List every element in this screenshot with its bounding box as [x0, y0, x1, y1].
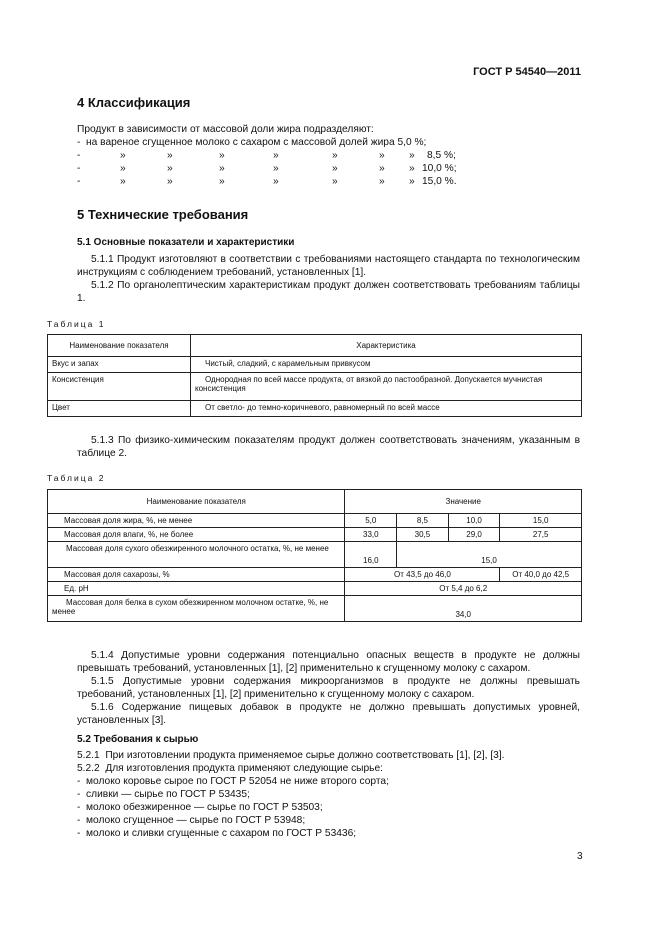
table-cell: 15,0	[397, 542, 582, 568]
paragraph-5-1-3: 5.1.3 По физико-химическим показателям продукт должен соответствовать значениям, указанным в таблице 2.	[77, 435, 580, 459]
table-cell: Массовая доля влаги, %, не более	[48, 528, 345, 542]
table-header-cell: Наименование показателя	[48, 490, 345, 514]
section-4-title: 4 Классификация	[77, 95, 191, 110]
table-cell: От 5,4 до 6,2	[345, 582, 582, 596]
table-cell: Однородная по всей массе продукта, от вязкой до пастообразной. Допускается мучнистая консистенция	[191, 373, 582, 401]
paragraph-5-1-5: 5.1.5 Допустимые уровни содержания микроорганизмов в продукте не должны превышать требований, установленных [1], [2] применительно к сгущенному молоку с сахаром.	[77, 676, 580, 700]
table-cell: Консистенция	[48, 373, 191, 401]
paragraph-5-1-6: 5.1.6 Содержание пищевых добавок в продукте не должно превышать допустимых уровней, установленных [3].	[77, 702, 580, 726]
table-cell: От 40,0 до 42,5	[500, 568, 582, 582]
table-cell: Чистый, сладкий, с карамельным привкусом	[191, 357, 582, 373]
list-item: - сливки — сырье по ГОСТ Р 53435;	[77, 789, 250, 800]
table-cell: 27,5	[500, 528, 582, 542]
table-cell: 5,0	[345, 514, 397, 528]
list-item: - молоко сгущенное — сырье по ГОСТ Р 53948;	[77, 815, 306, 826]
paragraph-5-1-4: 5.1.4 Допустимые уровни содержания потенциально опасных веществ в продукте не должны превышать требований, установленных [1], [2] применительно к сгущенному молоку с сахаром.	[77, 650, 580, 674]
section-5-title: 5 Технические требования	[77, 207, 249, 222]
table-cell: Массовая доля сахарозы, %	[48, 568, 345, 582]
table-cell: От светло- до темно-коричневого, равномерный по всей массе	[191, 401, 582, 417]
classification-row: - » » » » » » » 8,5 %;	[77, 150, 456, 161]
list-item: - молоко и сливки сгущенные с сахаром по ГОСТ Р 53436;	[77, 828, 357, 839]
table-cell: Цвет	[48, 401, 191, 417]
section-4-first-item: - на вареное сгущенное молоко с сахаром с массовой долей жира 5,0 %;	[77, 137, 427, 148]
table-cell: От 43,5 до 46,0	[345, 568, 500, 582]
subsection-5-2-title: 5.2 Требования к сырью	[77, 734, 199, 745]
table-header-cell: Характеристика	[191, 335, 582, 357]
table-cell: Массовая доля сухого обезжиренного молочного остатка, %, не менее	[48, 542, 345, 568]
paragraph-5-1-2: 5.1.2 По органолептическим характеристикам продукт должен соответствовать требованиям таблицы 1.	[77, 280, 580, 304]
table-1-caption: Таблица 1	[47, 319, 106, 329]
table-cell: 10,0	[448, 514, 500, 528]
classification-row: - » » » » » » » 15,0 %.	[77, 176, 457, 187]
table-cell: Массовая доля жира, %, не менее	[48, 514, 345, 528]
table-header-cell: Значение	[345, 490, 582, 514]
subsection-5-1-title: 5.1 Основные показатели и характеристики	[77, 237, 295, 248]
paragraph-5-2-2: 5.2.2 Для изготовления продукта применяют следующие сырье:	[77, 763, 383, 774]
table-header-cell: Наименование показателя	[48, 335, 191, 357]
paragraph-5-1-1: 5.1.1 Продукт изготовляют в соответствии с требованиями настоящего стандарта по технологическим инструкциям с соблюдением требований, установленных [1].	[77, 254, 580, 278]
table-cell: Массовая доля белка в сухом обезжиренном молочном остатке, %, не менее	[48, 596, 345, 622]
section-4-intro: Продукт в зависимости от массовой доли жира подразделяют:	[77, 124, 374, 135]
table-cell: Вкус и запах	[48, 357, 191, 373]
table-cell: 33,0	[345, 528, 397, 542]
list-item: - молоко обезжиренное — сырье по ГОСТ Р 53503;	[77, 802, 323, 813]
table-cell: 15,0	[500, 514, 582, 528]
list-item: - молоко коровье сырое по ГОСТ Р 52054 не ниже второго сорта;	[77, 776, 389, 787]
paragraph-5-2-1: 5.2.1 При изготовлении продукта применяемое сырье должно соответствовать [1], [2], [3].	[77, 750, 505, 761]
document-header: ГОСТ Р 54540—2011	[473, 66, 581, 78]
table-cell: 8,5	[397, 514, 449, 528]
table-cell: 29,0	[448, 528, 500, 542]
page-number: 3	[577, 851, 583, 862]
table-cell: 30,5	[397, 528, 449, 542]
classification-row: - » » » » » » » 10,0 %;	[77, 163, 457, 174]
table-cell: 34,0	[345, 596, 582, 622]
table-cell: 16,0	[345, 542, 397, 568]
table-cell: Ед. pH	[48, 582, 345, 596]
table-2-caption: Таблица 2	[47, 473, 106, 483]
table-1	[47, 334, 582, 417]
table-2	[47, 489, 582, 622]
